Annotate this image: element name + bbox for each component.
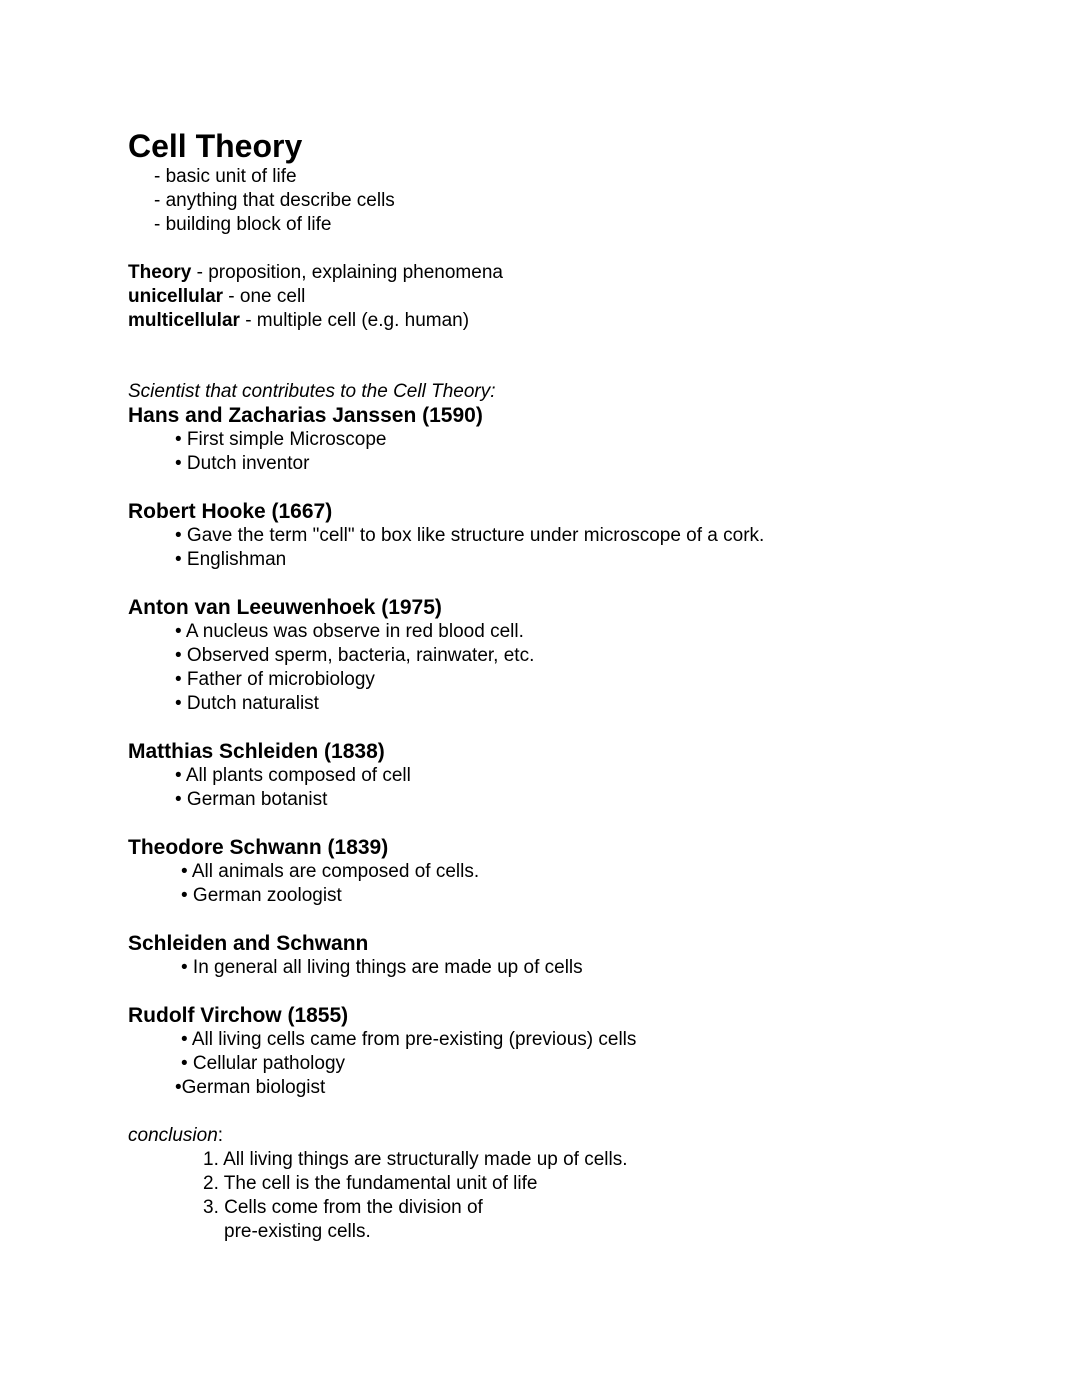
scientist-point: • Gave the term "cell" to box like structure under microscope of a cork.: [175, 525, 765, 546]
conclusion-item: 1. All living things are structurally made up of cells.: [203, 1149, 628, 1170]
scientist-point: • All living cells came from pre-existing (previous) cells: [181, 1029, 637, 1050]
intro-point: - building block of life: [154, 214, 332, 235]
scientist-section: [128, 836, 1028, 908]
definitions-list: [128, 261, 1028, 333]
page-title: Cell Theory: [128, 128, 303, 164]
conclusion-label-row: [128, 1124, 1028, 1148]
scientist-point: • A nucleus was observe in red blood cell.: [175, 621, 524, 642]
scientist-point: • German zoologist: [181, 885, 342, 906]
scientist-point: • Observed sperm, bacteria, rainwater, etc.: [175, 645, 535, 666]
scientist-point: • All animals are composed of cells.: [181, 861, 480, 882]
definition-row: [128, 309, 1028, 333]
definition-term: multicellular: [128, 310, 240, 331]
scientist-heading: Robert Hooke (1667): [128, 500, 333, 523]
scientist-point: • Englishman: [175, 549, 287, 570]
conclusion-item: 2. The cell is the fundamental unit of life: [203, 1173, 538, 1194]
scientist-heading: Rudolf Virchow (1855): [128, 1004, 349, 1027]
scientist-heading: Theodore Schwann (1839): [128, 836, 389, 859]
document-page: [128, 127, 1028, 1244]
definition-text: - proposition, explaining phenomena: [191, 262, 503, 283]
conclusion-item: 3. Cells come from the division of: [203, 1197, 483, 1218]
scientist-point: • German botanist: [175, 789, 328, 810]
definition-text: - one cell: [223, 286, 306, 307]
scientist-point: • Cellular pathology: [181, 1053, 346, 1074]
scientist-point: • Dutch inventor: [175, 453, 310, 474]
definition-text: - multiple cell (e.g. human): [239, 310, 470, 331]
scientist-heading: Matthias Schleiden (1838): [128, 740, 385, 763]
scientists-intro: Scientist that contributes to the Cell Theory:: [128, 381, 496, 402]
definition-term: Theory: [128, 262, 192, 283]
scientist-point: • In general all living things are made up of cells: [181, 957, 583, 978]
scientist-point: •German biologist: [175, 1077, 326, 1098]
definition-row: [128, 285, 1028, 309]
intro-list: [128, 165, 1028, 237]
scientist-section: [128, 404, 1028, 476]
scientist-point: • Father of microbiology: [175, 669, 375, 690]
intro-point: - anything that describe cells: [154, 190, 395, 211]
scientist-section: [128, 500, 1028, 572]
scientist-heading: Anton van Leeuwenhoek (1975): [128, 596, 442, 619]
conclusion-label: conclusion: [128, 1125, 218, 1146]
scientist-heading: Schleiden and Schwann: [128, 932, 369, 955]
scientist-section: [128, 932, 1028, 980]
scientist-section: [128, 596, 1028, 716]
scientist-section: [128, 1004, 1028, 1100]
scientist-point: • First simple Microscope: [175, 429, 387, 450]
conclusion-item-continuation: pre-existing cells.: [224, 1221, 371, 1242]
scientist-section: [128, 740, 1028, 812]
scientist-heading: Hans and Zacharias Janssen (1590): [128, 404, 483, 427]
intro-point: - basic unit of life: [154, 166, 297, 187]
definition-row: [128, 261, 1028, 285]
conclusion-colon: :: [217, 1125, 224, 1146]
scientist-point: • Dutch naturalist: [175, 693, 319, 714]
scientist-point: • All plants composed of cell: [175, 765, 411, 786]
definition-term: unicellular: [128, 286, 224, 307]
conclusion-section: [128, 1124, 1028, 1244]
